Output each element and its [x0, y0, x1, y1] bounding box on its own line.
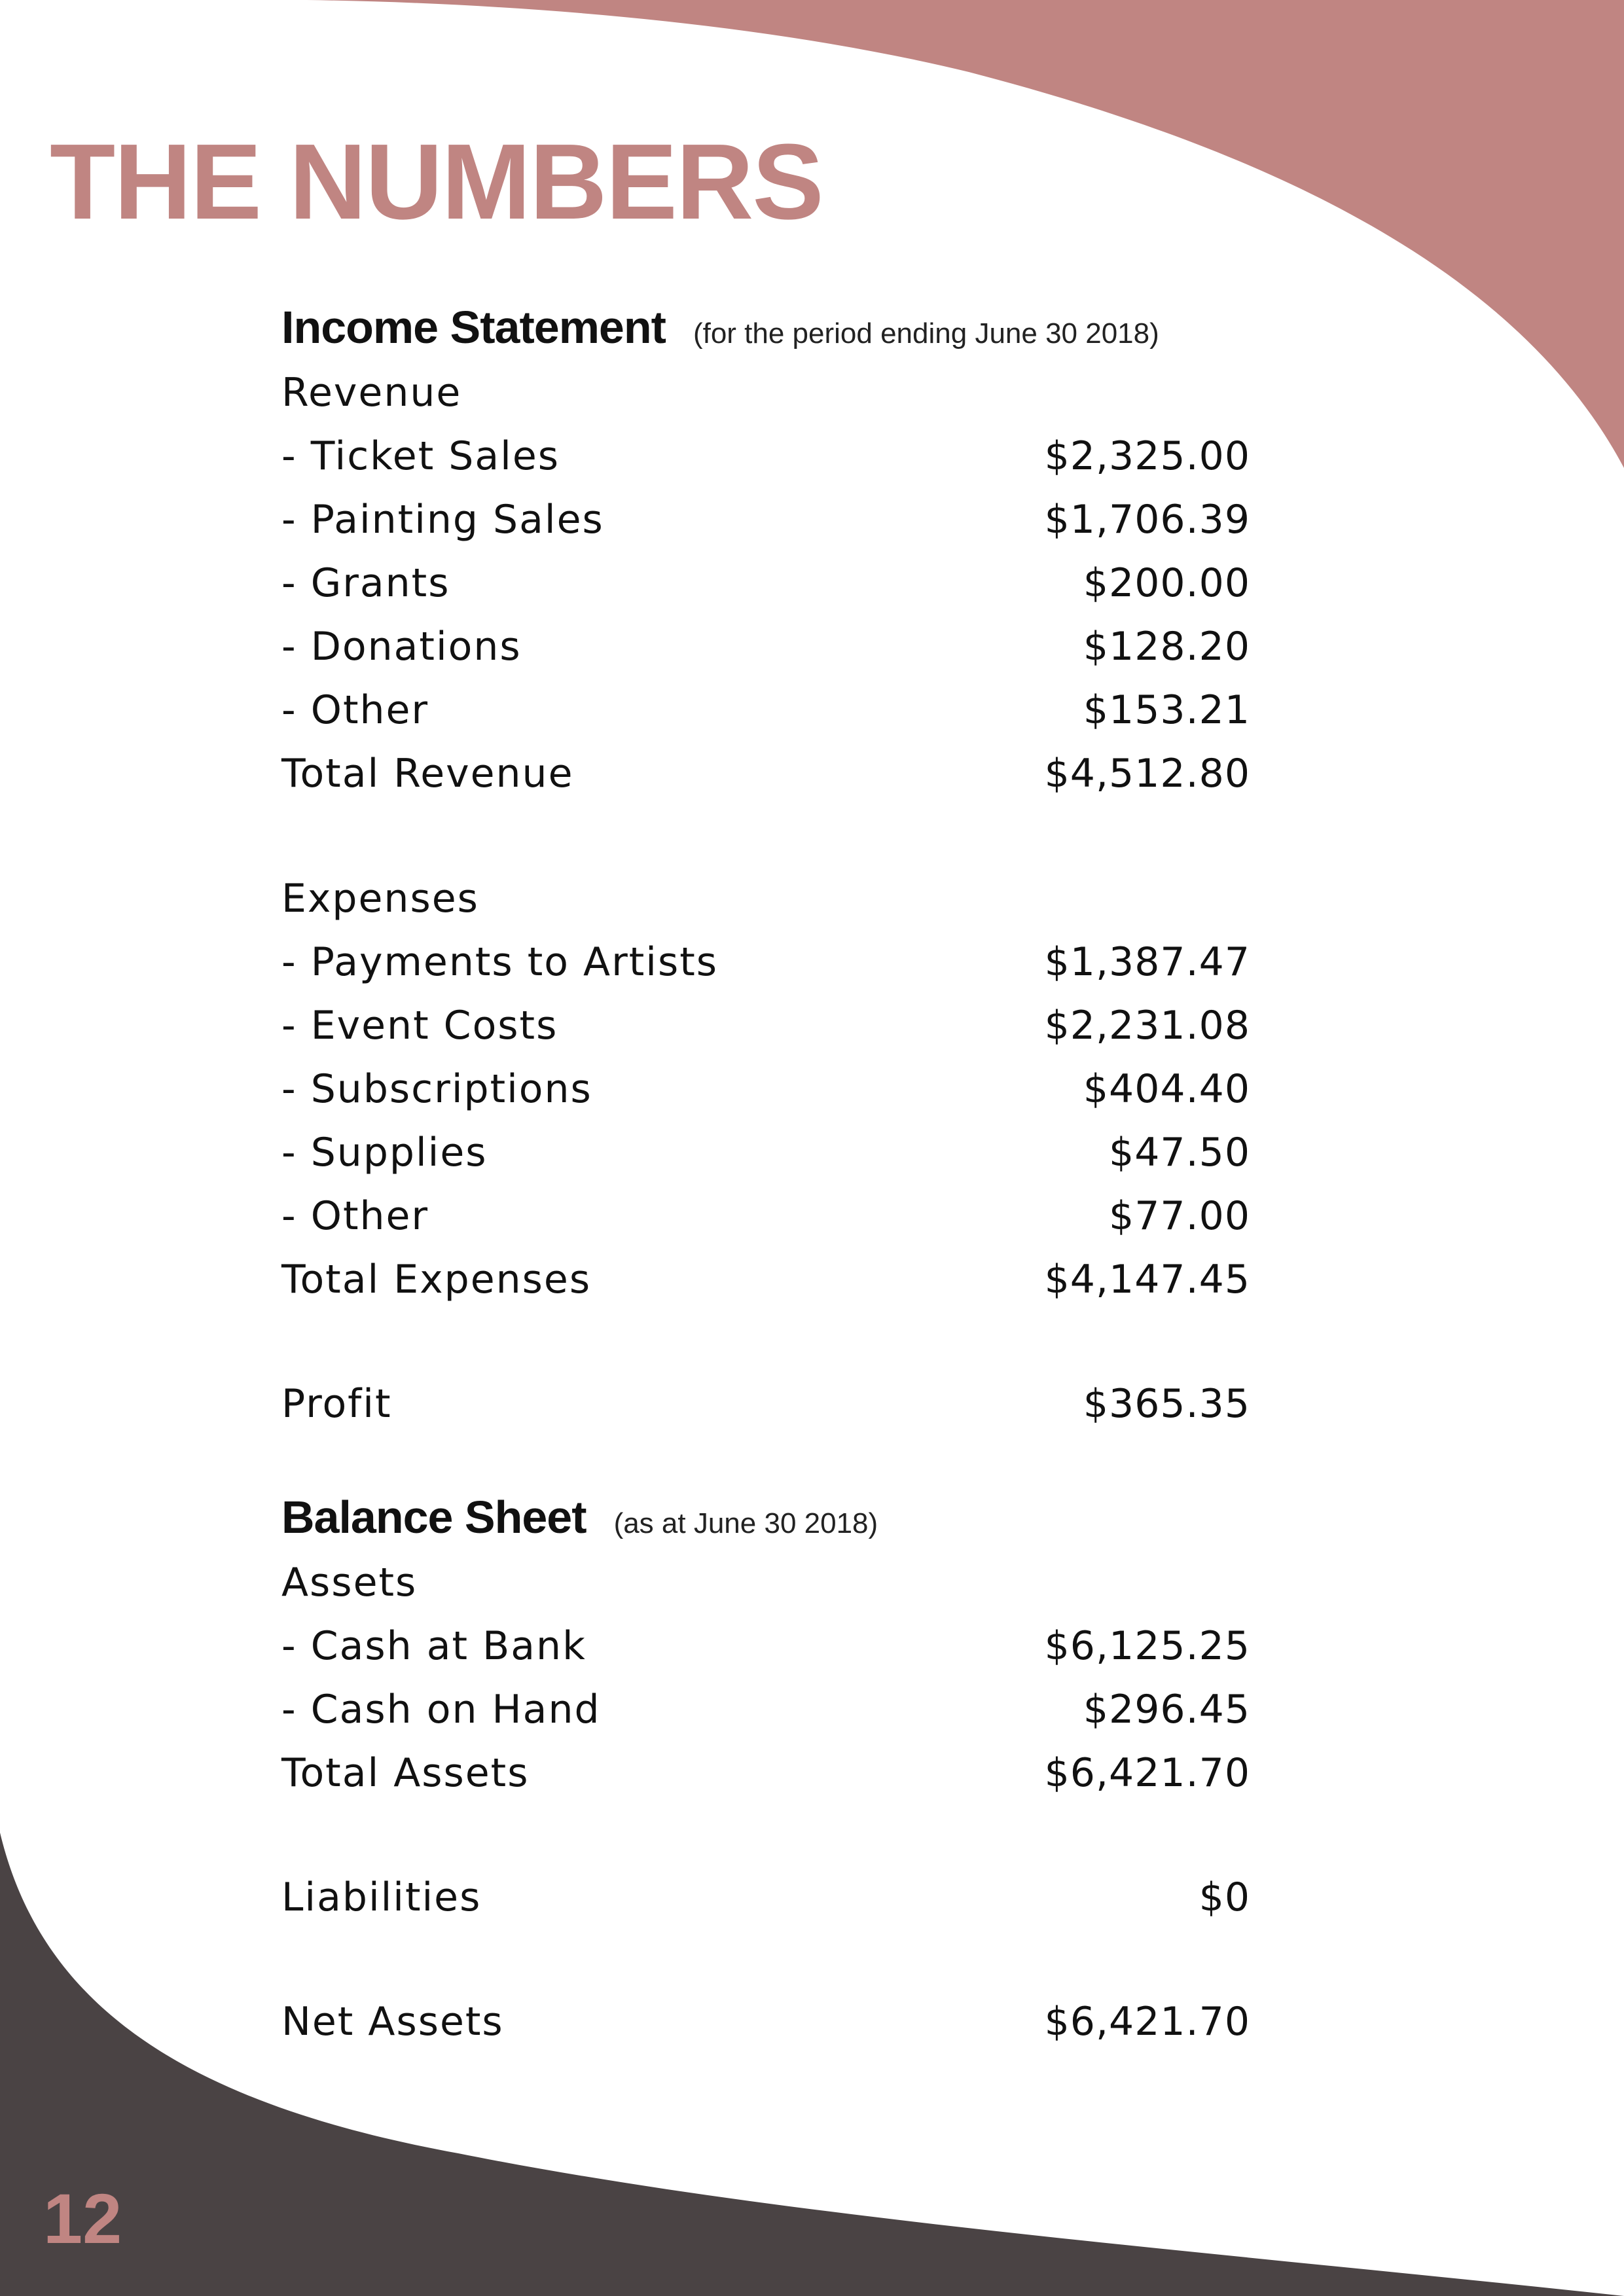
expense-row [281, 994, 1250, 1057]
assets-label: Assets [281, 1560, 418, 1605]
total-revenue-label: Total Revenue [281, 750, 574, 797]
row-value: $1,706.39 [1044, 496, 1250, 543]
row-label: - Other [281, 1193, 429, 1239]
spacer [281, 1804, 1250, 1865]
liabilities-value: $0 [1199, 1874, 1250, 1920]
net-assets-label: Net Assets [281, 1998, 504, 2045]
balance-sheet-heading [281, 1491, 1250, 1551]
row-value: $77.00 [1109, 1193, 1250, 1239]
total-revenue-row [281, 742, 1250, 805]
row-value: $1,387.47 [1044, 939, 1250, 985]
financial-statements [281, 301, 1250, 2053]
liabilities-label: Liabilities [281, 1874, 482, 1920]
income-statement-period: (for the period ending June 30 2018) [693, 317, 1159, 350]
liabilities-row [281, 1865, 1250, 1929]
row-label: - Donations [281, 623, 522, 670]
net-assets-row [281, 1990, 1250, 2053]
row-label: - Painting Sales [281, 496, 604, 543]
row-value: $153.21 [1083, 687, 1250, 733]
revenue-label: Revenue [281, 370, 462, 416]
balance-sheet-date: (as at June 30 2018) [613, 1507, 878, 1539]
row-value: $2,325.00 [1044, 433, 1250, 479]
revenue-row [281, 615, 1250, 678]
row-label: - Cash at Bank [281, 1623, 586, 1669]
spacer [281, 805, 1250, 867]
row-value: $296.45 [1083, 1686, 1250, 1732]
spacer [281, 1435, 1250, 1491]
expense-row [281, 1184, 1250, 1247]
total-expenses-value: $4,147.45 [1044, 1256, 1250, 1302]
row-label: - Payments to Artists [281, 939, 718, 985]
profit-label: Profit [281, 1380, 392, 1427]
revenue-row [281, 424, 1250, 488]
net-assets-value: $6,421.70 [1044, 1998, 1250, 2045]
row-value: $404.40 [1083, 1066, 1250, 1112]
asset-row [281, 1614, 1250, 1677]
total-revenue-value: $4,512.80 [1044, 750, 1250, 797]
total-assets-value: $6,421.70 [1044, 1749, 1250, 1796]
total-assets-label: Total Assets [281, 1749, 530, 1796]
profit-value: $365.35 [1083, 1380, 1250, 1427]
asset-row [281, 1677, 1250, 1741]
row-value: $47.50 [1109, 1129, 1250, 1175]
row-label: - Other [281, 687, 429, 733]
expenses-label: Expenses [281, 876, 479, 922]
revenue-row [281, 678, 1250, 742]
profit-row [281, 1372, 1250, 1435]
spacer [281, 1311, 1250, 1372]
total-expenses-row [281, 1247, 1250, 1311]
row-label: - Subscriptions [281, 1066, 592, 1112]
row-label: - Grants [281, 560, 450, 606]
row-label: - Cash on Hand [281, 1686, 601, 1732]
total-expenses-label: Total Expenses [281, 1256, 592, 1302]
total-assets-row [281, 1741, 1250, 1804]
income-statement-heading [281, 301, 1250, 361]
revenue-row [281, 551, 1250, 615]
row-value: $200.00 [1083, 560, 1250, 606]
row-label: - Event Costs [281, 1002, 558, 1049]
page-number: 12 [43, 2179, 122, 2258]
income-statement-title: Income Statement [281, 302, 666, 353]
row-value: $6,125.25 [1044, 1623, 1250, 1669]
row-label: - Ticket Sales [281, 433, 560, 479]
spacer [281, 1929, 1250, 1990]
expense-row [281, 930, 1250, 994]
row-label: - Supplies [281, 1129, 488, 1175]
revenue-row [281, 488, 1250, 551]
row-value: $128.20 [1083, 623, 1250, 670]
balance-sheet-title: Balance Sheet [281, 1492, 586, 1543]
page-title: THE NUMBERS [50, 122, 823, 242]
row-value: $2,231.08 [1044, 1002, 1250, 1049]
expense-row [281, 1121, 1250, 1184]
expense-row [281, 1057, 1250, 1121]
